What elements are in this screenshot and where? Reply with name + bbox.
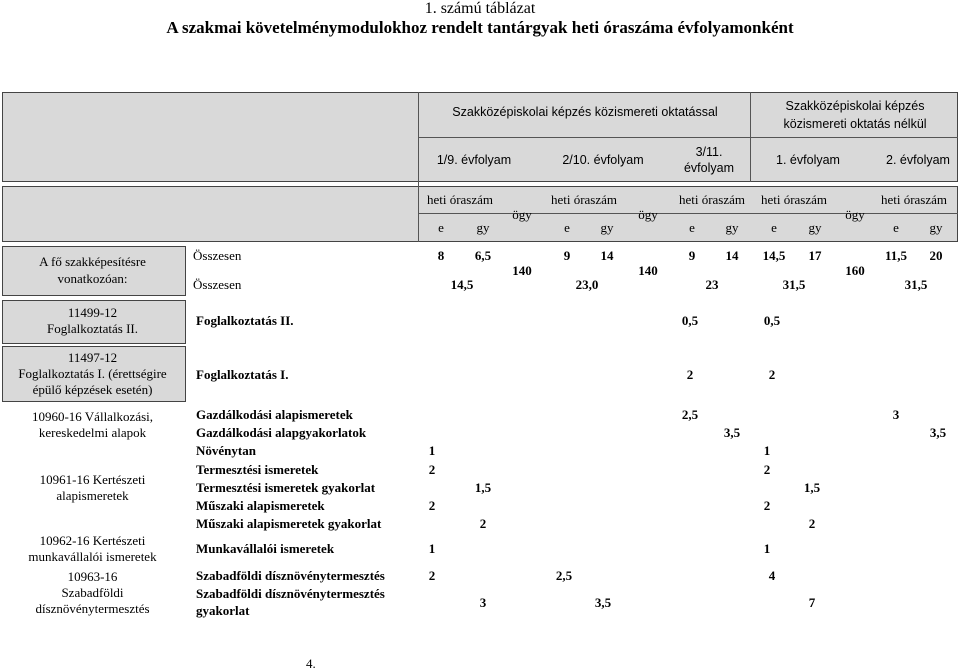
- year-11-a: 3/11.: [695, 145, 723, 159]
- col-gy-2: gy: [600, 220, 614, 235]
- subject-szabadfoldi-gyakorlat-2: gyakorlat: [196, 603, 250, 618]
- module-11499-name: Foglalkoztatás II.: [47, 321, 138, 336]
- column-group-without-general-1: Szakközépiskolai képzés: [785, 99, 925, 113]
- col-e-4: e: [771, 220, 777, 235]
- col-gy-4: gy: [808, 220, 822, 235]
- value-s8-a: 2: [428, 498, 436, 513]
- total-row1-label: Összesen: [193, 248, 242, 263]
- ogy-header-1: ögy: [512, 207, 532, 222]
- module-11499-code: 11499-12: [67, 305, 118, 320]
- total-row2-label: Összesen: [193, 277, 242, 292]
- total-r1-gy1: 6,5: [474, 248, 492, 263]
- total-r1-e2: 9: [563, 248, 571, 263]
- total-r1-e5: 11,5: [884, 248, 908, 263]
- value-fogl1-y11: 2: [686, 367, 694, 382]
- heti-oraszam-3: heti óraszám: [678, 192, 746, 207]
- year-10: 2/10. évfolyam: [562, 153, 644, 167]
- subject-foglalkoztatas-2: Foglalkoztatás II.: [196, 313, 294, 328]
- total-r2-y9: 14,5: [450, 277, 474, 292]
- module-11497-code: 11497-12: [67, 350, 118, 365]
- total-r1-e4: 14,5: [762, 248, 786, 263]
- subject-gazd-alapismeretek: Gazdálkodási alapismeretek: [196, 407, 353, 422]
- total-r1-gy2: 14: [600, 248, 614, 263]
- total-r2-y1: 31,5: [782, 277, 806, 292]
- value-s9-b: 2: [808, 516, 816, 531]
- module-10963-a: 10963-16: [67, 569, 118, 584]
- value-s4-b: 3,5: [929, 425, 947, 440]
- module-10962-b: munkavállalói ismeretek: [28, 549, 157, 564]
- total-r1-e3: 9: [688, 248, 696, 263]
- module-11497-note: épülő képzések esetén): [32, 382, 153, 397]
- main-qualification-label-2: vonatkozóan:: [57, 271, 128, 286]
- col-gy-3: gy: [725, 220, 739, 235]
- value-s12-c: 7: [808, 595, 816, 610]
- subject-szabadfoldi-gyakorlat-1: Szabadföldi dísznövénytermesztés: [196, 586, 385, 601]
- subject-novenytan: Növénytan: [196, 443, 256, 458]
- year-2: 2. évfolyam: [886, 153, 950, 167]
- total-r1-gy3: 14: [725, 248, 739, 263]
- heti-oraszam-4: heti óraszám: [760, 192, 828, 207]
- value-s10-b: 1: [763, 541, 771, 556]
- heti-oraszam-1: heti óraszám: [426, 192, 494, 207]
- ogy-header-2: ögy: [638, 207, 658, 222]
- value-fogl2-y2: 0,5: [763, 313, 781, 328]
- module-10962-a: 10962-16 Kertészeti: [39, 533, 146, 548]
- ogy-header-3: ögy: [845, 207, 865, 222]
- heti-oraszam-5: heti óraszám: [880, 192, 948, 207]
- table-title: A szakmai követelménymodulokhoz rendelt tantárgyak heti óraszáma évfolyamonként: [166, 18, 794, 37]
- value-s11-a: 2: [428, 568, 436, 583]
- module-10960-a: 10960-16 Vállalkozási,: [31, 409, 154, 424]
- value-s10-a: 1: [428, 541, 436, 556]
- module-10960-b: kereskedelmi alapok: [38, 425, 147, 440]
- value-s12-a: 3: [479, 595, 487, 610]
- subject-gazd-alapgyakorlatok: Gazdálkodási alapgyakorlatok: [196, 425, 367, 440]
- total-ogy-3: 160: [845, 263, 865, 278]
- subject-foglalkoztatas-1: Foglalkoztatás I.: [196, 367, 289, 382]
- subject-szabadfoldi: Szabadföldi dísznövénytermesztés: [196, 568, 385, 583]
- value-s4-a: 3,5: [723, 425, 741, 440]
- value-s9-a: 2: [479, 516, 487, 531]
- heti-oraszam-2: heti óraszám: [550, 192, 618, 207]
- value-s7-b: 1,5: [803, 480, 821, 495]
- module-10963-b: Szabadföldi: [61, 585, 124, 600]
- main-qualification-label-1: A fő szakképesítésre: [39, 254, 146, 269]
- total-ogy-1: 140: [512, 263, 532, 278]
- table-number-title: 1. számú táblázat: [424, 0, 536, 17]
- subject-termesztesi-gyakorlat: Termesztési ismeretek gyakorlat: [196, 480, 376, 495]
- total-r2-y2: 31,5: [904, 277, 928, 292]
- value-s5-b: 1: [763, 443, 771, 458]
- col-e-3: e: [689, 220, 695, 235]
- total-ogy-2: 140: [638, 263, 658, 278]
- col-e-1: e: [438, 220, 444, 235]
- value-s12-b: 3,5: [594, 595, 612, 610]
- year-11-b: évfolyam: [683, 161, 735, 175]
- value-s7-a: 1,5: [474, 480, 492, 495]
- column-group-with-general: Szakközépiskolai képzés közismereti oktatással: [452, 105, 718, 119]
- subject-munkavallaloi-ismeretek: Munkavállalói ismeretek: [196, 541, 335, 556]
- module-10963-c: dísznövénytermesztés: [35, 601, 150, 616]
- header-group-divider: [750, 92, 751, 182]
- col-gy-5: gy: [929, 220, 943, 235]
- total-r2-y10: 23,0: [575, 277, 599, 292]
- col-gy-1: gy: [476, 220, 490, 235]
- col-e-5: e: [893, 220, 899, 235]
- module-10961-a: 10961-16 Kertészeti: [39, 472, 146, 487]
- value-s3-b: 3: [892, 407, 900, 422]
- value-s6-a: 2: [428, 462, 436, 477]
- value-s11-c: 4: [768, 568, 776, 583]
- module-11497-name: Foglalkoztatás I. (érettségire: [18, 366, 167, 381]
- year-1: 1. évfolyam: [776, 153, 840, 167]
- header-col-divider: [418, 92, 419, 242]
- subject-muszaki-alapismeretek: Műszaki alapismeretek: [196, 498, 325, 513]
- col-e-2: e: [564, 220, 570, 235]
- total-r1-e1: 8: [437, 248, 445, 263]
- total-r1-gy4: 17: [808, 248, 822, 263]
- total-r2-y11: 23: [705, 277, 719, 292]
- header-divider-line: [418, 137, 958, 138]
- value-s5-a: 1: [428, 443, 436, 458]
- value-s11-b: 2,5: [555, 568, 573, 583]
- page-number: 4.: [306, 656, 316, 671]
- column-group-without-general-2: közismereti oktatás nélkül: [783, 117, 927, 131]
- total-r1-gy5: 20: [929, 248, 943, 263]
- value-fogl2-y11: 0,5: [681, 313, 699, 328]
- module-10961-b: alapismeretek: [56, 488, 129, 503]
- value-s3-a: 2,5: [681, 407, 699, 422]
- value-s8-b: 2: [763, 498, 771, 513]
- header-lessons-divider: [418, 213, 958, 214]
- value-fogl1-y2: 2: [768, 367, 776, 382]
- year-9: 1/9. évfolyam: [436, 153, 512, 167]
- subject-muszaki-gyakorlat: Műszaki alapismeretek gyakorlat: [196, 516, 382, 531]
- value-s6-b: 2: [763, 462, 771, 477]
- subject-termesztesi-ismeretek: Termesztési ismeretek: [196, 462, 319, 477]
